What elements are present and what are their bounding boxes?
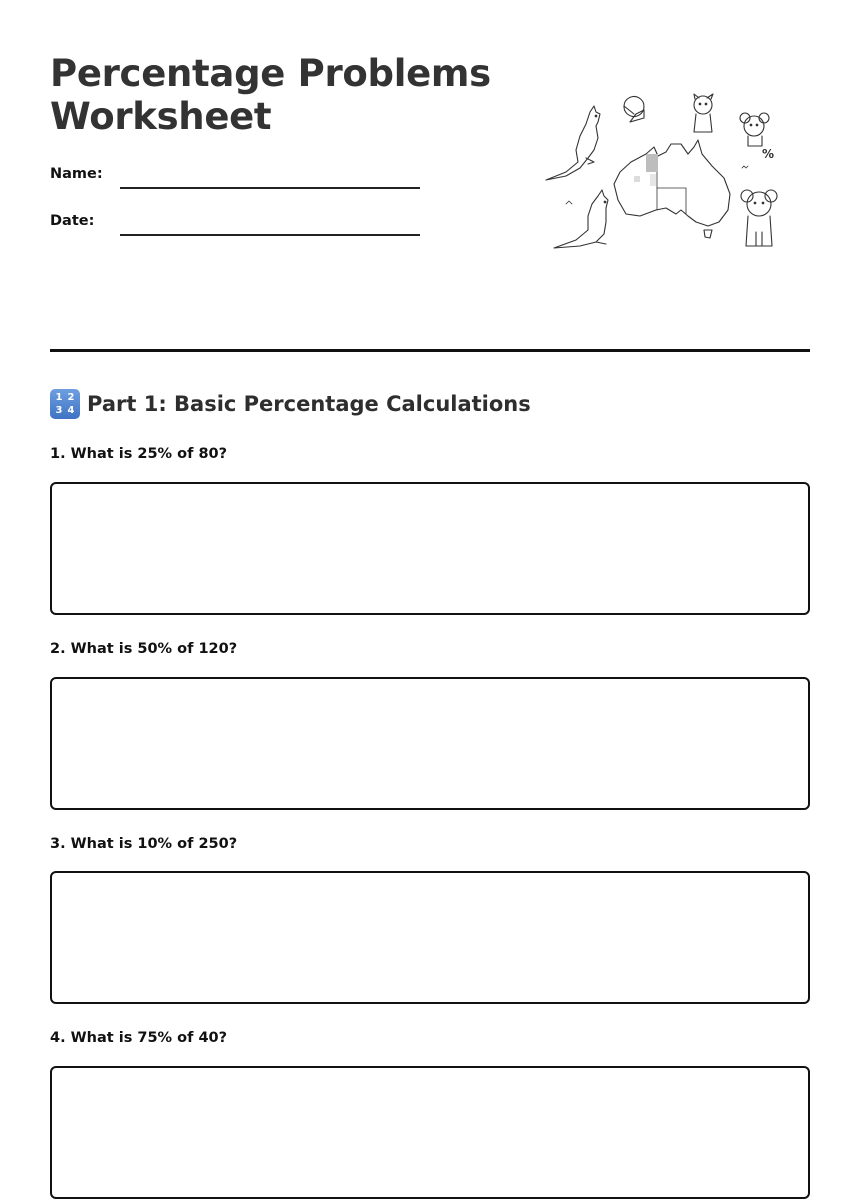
chart-doodle-icon <box>624 97 644 123</box>
name-label: Name: <box>50 166 103 182</box>
answer-box-2[interactable] <box>50 677 810 810</box>
koala-icon <box>694 94 713 132</box>
shaded-region <box>646 154 658 172</box>
divider <box>50 349 810 352</box>
section-heading <box>50 389 531 419</box>
tasmania <box>704 230 712 238</box>
answer-box-1[interactable] <box>50 482 810 615</box>
kangaroo-icon <box>546 106 600 180</box>
question-4: 4. What is 75% of 40? <box>50 1030 228 1046</box>
question-1: 1. What is 25% of 80? <box>50 446 228 462</box>
koala-icon <box>740 113 769 146</box>
date-label: Date: <box>50 213 95 229</box>
kangaroo-icon <box>554 190 608 248</box>
question-2: 2. What is 50% of 120? <box>50 641 238 657</box>
question-3: 3. What is 10% of 250? <box>50 836 238 852</box>
numbers-icon: 1 2 3 4 <box>50 389 80 419</box>
section-title: Part 1: Basic Percentage Calculations <box>87 392 531 416</box>
name-field[interactable] <box>120 187 420 189</box>
answer-box-3[interactable] <box>50 871 810 1004</box>
australia-animals-illustration <box>536 92 786 257</box>
australia-map <box>614 140 730 226</box>
percent-symbol: % <box>762 147 775 161</box>
koala-icon <box>741 190 777 246</box>
page-title: Percentage Problems Worksheet <box>50 52 491 138</box>
date-field[interactable] <box>120 234 420 236</box>
answer-box-4[interactable] <box>50 1066 810 1199</box>
